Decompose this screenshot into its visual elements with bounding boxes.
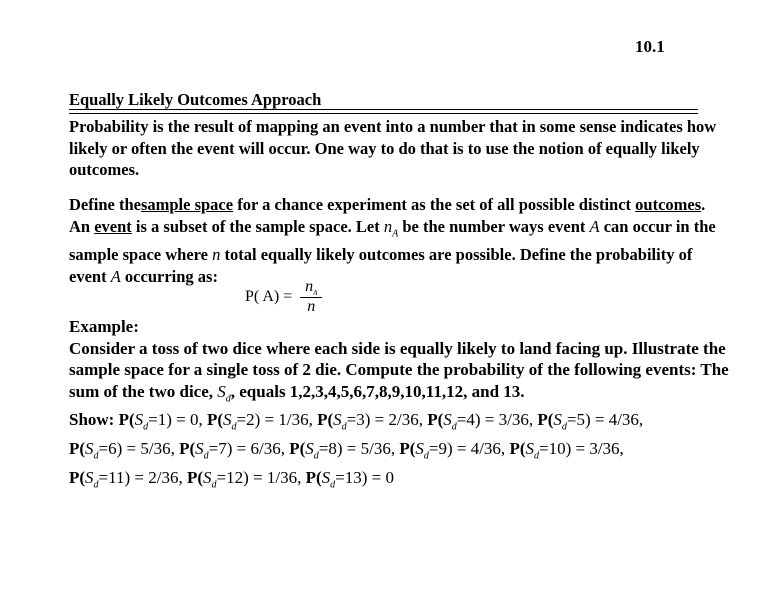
result-item: $P(S_d=3) = 2/36$, [317, 410, 428, 433]
intro-paragraph: Probability is the result of mapping an event into a number that in some sense indicates how likely or often the event will occur. One way to do that is to use the notion of equally likely outcomes. [69, 117, 717, 179]
term-event: event [94, 216, 132, 236]
formula-denominator: n [307, 298, 316, 316]
formula-lhs: P( A) = [245, 288, 293, 306]
result-item: $P(S_d=1) = 0$, [118, 410, 207, 433]
var-a: A [589, 216, 600, 236]
results-list [69, 410, 644, 491]
formula-numerator: $n_A$ [305, 278, 318, 298]
var-s-d: $S_d$ [217, 381, 231, 404]
result-item: $P(S_d=8) = 5/36$, [289, 439, 400, 462]
result-item: $P(S_d=5) = 4/36$, [537, 410, 644, 433]
var-a-2: A [110, 266, 121, 286]
result-item: $P(S_d=13) = 0$ [305, 468, 394, 491]
result-item: $P(S_d=7) = 6/36$, [179, 439, 290, 462]
term-outcomes: outcomes [635, 195, 702, 214]
title-rule-top [69, 109, 698, 110]
var-n-a: $n_A$ [383, 216, 399, 239]
result-item: $P(S_d=6) = 5/36$, [69, 439, 180, 462]
show-label: Show: [69, 410, 115, 430]
var-n: n [212, 245, 221, 265]
result-item: $P(S_d=11) = 2/36$, [69, 468, 187, 491]
result-item: $P(S_d=4) = 3/36$, [427, 410, 538, 433]
formula-fraction [300, 278, 322, 316]
example-label: Example: [69, 317, 139, 336]
example-paragraph: Example: Consider a toss of two dice where each side is equally likely to land facing up. Illustrate the sample space for a single toss of 2 die. Compute the probability of the following events: The sum of the two dice, $S_d$, equals 1,2,3,4,5,6,7,8,9,10,11,12, and 13. Show: $P(S_d=1) = 0$, $P(S_d=2) = 1/36$, $P(S_d=3) = 2/36$, $P(S_d=4) = 3/36$, $P(S_d=5) = 4/36$, $P(S_d=6) = 5/36$, $P(S_d=7) = 6/36$, $P(S_d=8) = 5/36$, $P(S_d=9) = 4/36$, $P(S_d=10) = 3/36$, $P(S_d=11) = 2/36$, $P(S_d=12) = 1/36$, $P(S_d=13) = 0$ [69, 317, 729, 491]
probability-formula [245, 278, 322, 316]
section-title: Equally Likely Outcomes Approach [69, 90, 322, 109]
result-item: $P(S_d=2) = 1/36$, [207, 410, 318, 433]
title-rule-bottom [69, 113, 698, 114]
definition-paragraph: Define thesample space for a chance experiment as the set of all possible distinct outcomes. An event is a subset of the sample space. Let $n_A$ be the number ways event A can occur in the sample space where n total equally likely outcomes are possible. Define the probability of event A occurring as: [69, 195, 716, 286]
result-item: $P(S_d=10) = 3/36$, [509, 439, 624, 462]
term-sample-space: sample space [140, 195, 234, 214]
result-item: $P(S_d=9) = 4/36$, [399, 439, 510, 462]
page-number: 10.1 [635, 37, 665, 56]
result-item: $P(S_d=12) = 1/36$, [186, 468, 306, 491]
